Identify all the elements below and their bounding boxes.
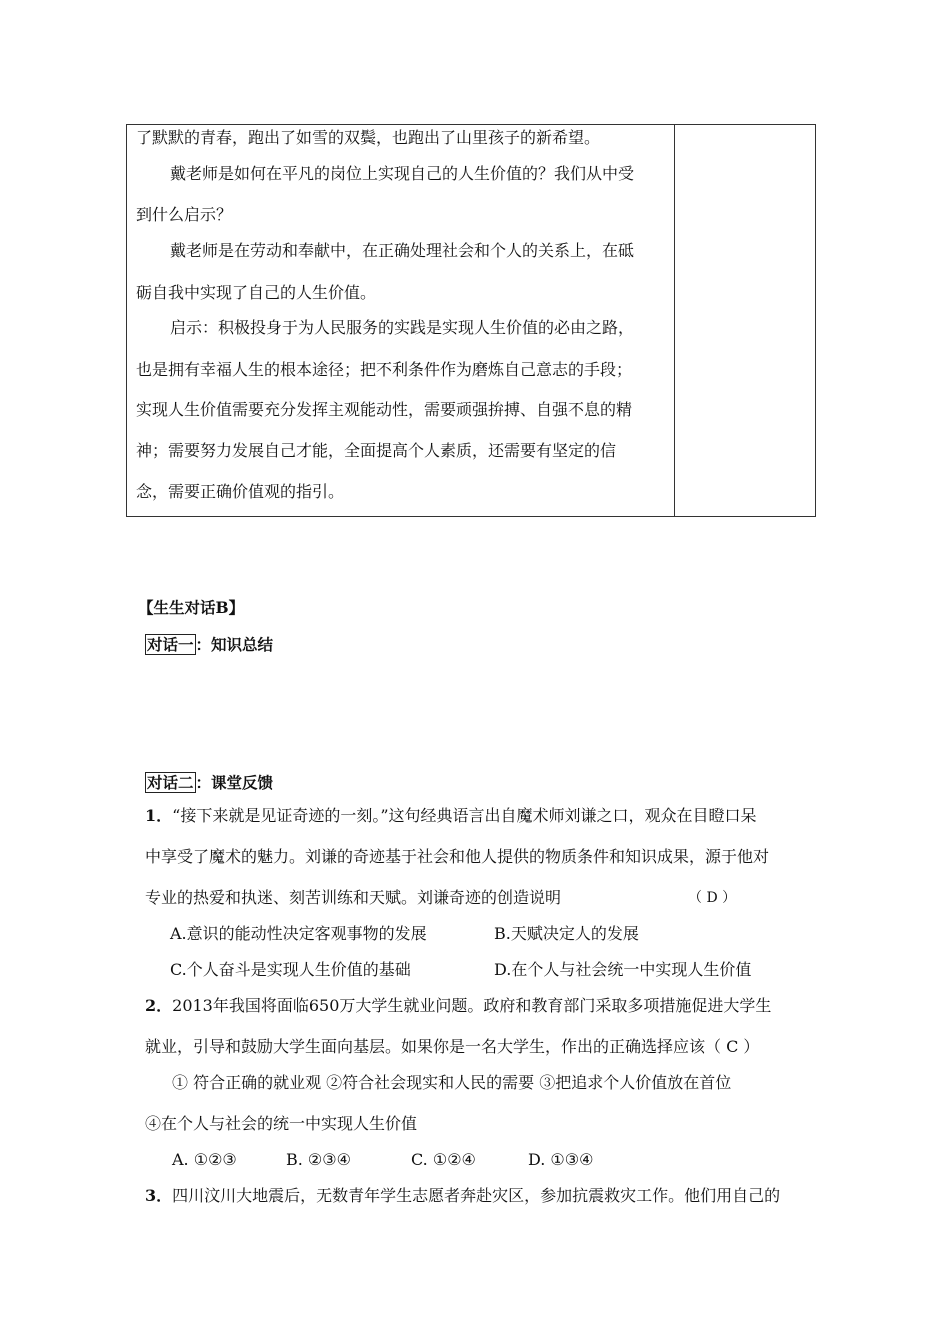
question-2-statements: ① 符合正确的就业观 ②符合社会现实和人民的需要 ③把追求个人价值放在首位 xyxy=(172,1073,732,1092)
dialog2-heading xyxy=(145,771,273,793)
question-1-answer: （ D ） xyxy=(688,890,737,906)
question-1-option-b: B.天赋决定人的发展 xyxy=(494,924,639,943)
question-2-text: 2013年我国将面临650万大学生就业问题。政府和教育部门采取多项措施促进大学生 xyxy=(172,996,772,1015)
question-3-line xyxy=(145,1186,780,1206)
dialog1-subtitle: ：知识总结 xyxy=(195,635,274,654)
question-1-line xyxy=(145,806,757,826)
table-column-divider xyxy=(674,124,675,517)
question-2-statements: ④在个人与社会的统一中实现人生价值 xyxy=(145,1114,418,1133)
question-1-line: 中享受了魔术的魅力。刘谦的奇迹基于社会和他人提供的物质条件和知识成果，源于他对 xyxy=(145,847,770,866)
question-1-text: “接下来就是见证奇迹的一刻。”这句经典语言出自魔术师刘谦之口，观众在目瞪口呆 xyxy=(172,806,757,825)
dialog1-label: 对话一 xyxy=(147,635,194,654)
question-2-line xyxy=(145,996,771,1016)
table-line: 也是拥有幸福人生的根本途径；把不利条件作为磨炼自己意志的手段； xyxy=(136,360,633,379)
question-2-number: 2． xyxy=(145,996,173,1015)
table-line: 念，需要正确价值观的指引。 xyxy=(136,482,345,501)
question-2-option-b: B. ②③④ xyxy=(286,1150,351,1169)
question-1-line: 专业的热爱和执迷、刻苦训练和天赋。刘谦奇迹的创造说明 xyxy=(145,888,562,907)
question-2-option-c: C. ①②④ xyxy=(411,1150,476,1169)
question-1-number: 1． xyxy=(145,806,173,825)
table-line: 神；需要努力发展自己才能，全面提高个人素质，还需要有坚定的信 xyxy=(136,441,617,460)
question-2-option-a: A. ①②③ xyxy=(172,1150,237,1169)
section-title: 【生生对话B】 xyxy=(138,598,245,617)
dialog1-heading xyxy=(145,633,273,655)
table-line: 砺自我中实现了自己的人生价值。 xyxy=(136,283,377,302)
table-line: 到什么启示？ xyxy=(136,205,233,224)
question-2-option-d: D. ①③④ xyxy=(528,1150,594,1169)
table-line: 实现人生价值需要充分发挥主观能动性，需要顽强拚搏、自强不息的精 xyxy=(136,400,633,419)
table-line: 戴老师是在劳动和奉献中，在正确处理社会和个人的关系上，在砥 xyxy=(170,241,635,260)
question-3-number: 3． xyxy=(145,1186,173,1205)
question-1-option-d: D.在个人与社会统一中实现人生价值 xyxy=(494,960,752,979)
question-2-line: 就业，引导和鼓励大学生面向基层。如果你是一名大学生，作出的正确选择应该（ C ） xyxy=(145,1037,760,1056)
table-line: 启示：积极投身于为人民服务的实践是实现人生价值的必由之路， xyxy=(170,318,635,337)
dialog2-subtitle: ：课堂反馈 xyxy=(195,773,274,792)
question-3-text: 四川汶川大地震后，无数青年学生志愿者奔赴灾区，参加抗震救灾工作。他们用自己的 xyxy=(172,1186,781,1205)
table-line: 戴老师是如何在平凡的岗位上实现自己的人生价值的？我们从中受 xyxy=(170,164,635,183)
question-1-option-c: C.个人奋斗是实现人生价值的基础 xyxy=(170,960,411,979)
question-1-option-a: A.意识的能动性决定客观事物的发展 xyxy=(170,924,427,943)
table-line: 了默默的青春，跑出了如雪的双鬓，也跑出了山里孩子的新希望。 xyxy=(136,128,601,147)
dialog2-label: 对话二 xyxy=(147,773,194,792)
